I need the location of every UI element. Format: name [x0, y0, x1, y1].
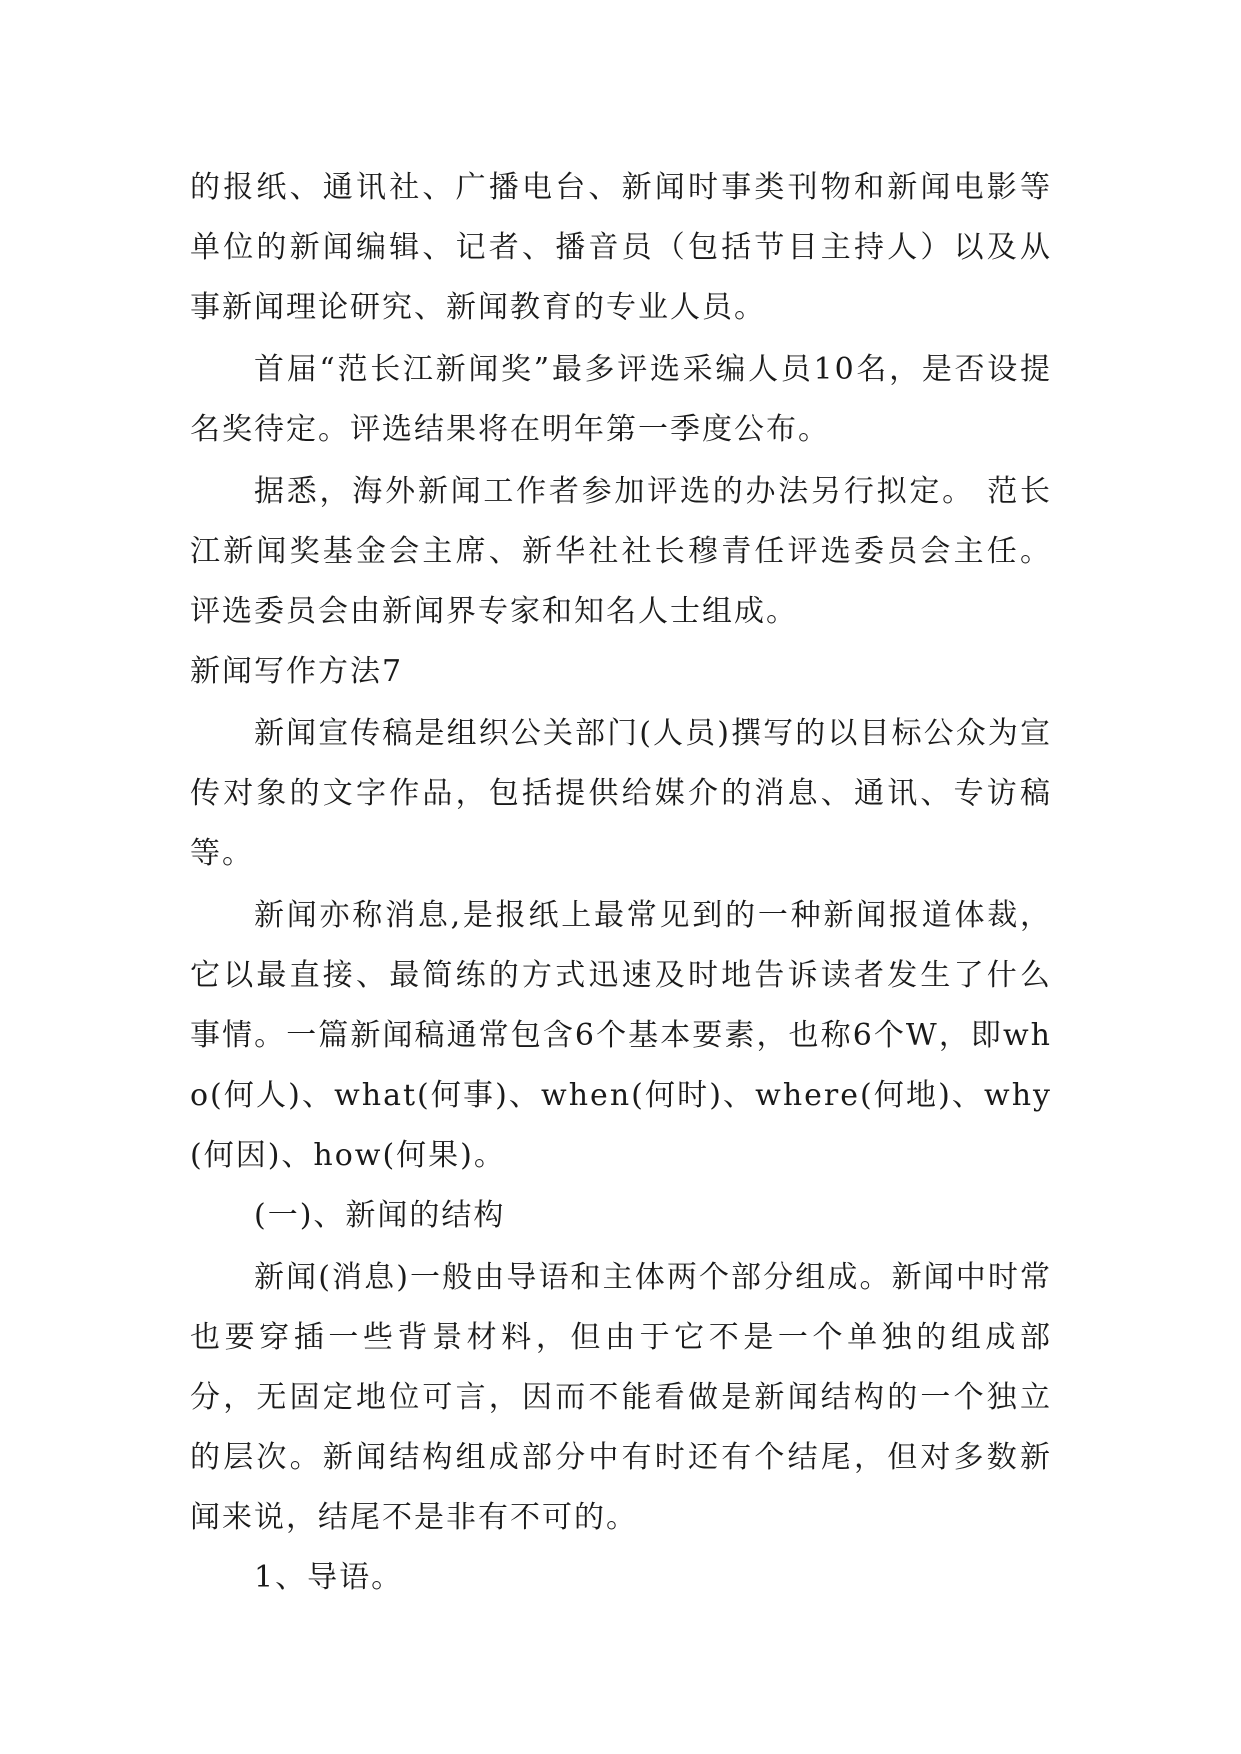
- list-item-lead: 1、导语。: [254, 1560, 404, 1595]
- paragraph-continuation: 的报纸、通讯社、广播电台、新闻时事类刊物和新闻电影等单位的新闻编辑、记者、播音员（包括节目主持人）以及从事新闻理论研究、新闻教育的专业人员。: [190, 170, 1052, 325]
- paragraph-committee: 据悉，海外新闻工作者参加评选的办法另行拟定。 范长江新闻奖基金会主席、新华社社长穆青任评选委员会主任。评选委员会由新闻界专家和知名人士组成。: [190, 474, 1052, 629]
- paragraph-press-release: 新闻宣传稿是组织公关部门(人员)撰写的以目标公众为宣传对象的文字作品，包括提供给媒介的消息、通讯、专访稿等。: [190, 716, 1052, 871]
- paragraph-news-structure: 新闻(消息)一般由导语和主体两个部分组成。新闻中时常也要穿插一些背景材料，但由于它不是一个单独的组成部分，无固定地位可言，因而不能看做是新闻结构的一个独立的层次。新闻结构组成部分中有时还有个结尾，但对多数新闻来说，结尾不是非有不可的。: [190, 1260, 1052, 1535]
- document-body: [190, 158, 1052, 1608]
- section-heading: 新闻写作方法7: [190, 654, 404, 689]
- paragraph-news-definition: 新闻亦称消息,是报纸上最常见到的一种新闻报道体裁，它以最直接、最简练的方式迅速及时地告诉读者发生了什么事情。一篇新闻稿通常包含6个基本要素，也称6个W，即who(何人)、what(何事)、when(何时)、where(何地)、why(何因)、how(何果)。: [190, 898, 1052, 1173]
- subsection-heading: (一)、新闻的结构: [254, 1198, 506, 1233]
- paragraph-award-quota: 首届“范长江新闻奖”最多评选采编人员10名，是否设提名奖待定。评选结果将在明年第一季度公布。: [190, 352, 1052, 447]
